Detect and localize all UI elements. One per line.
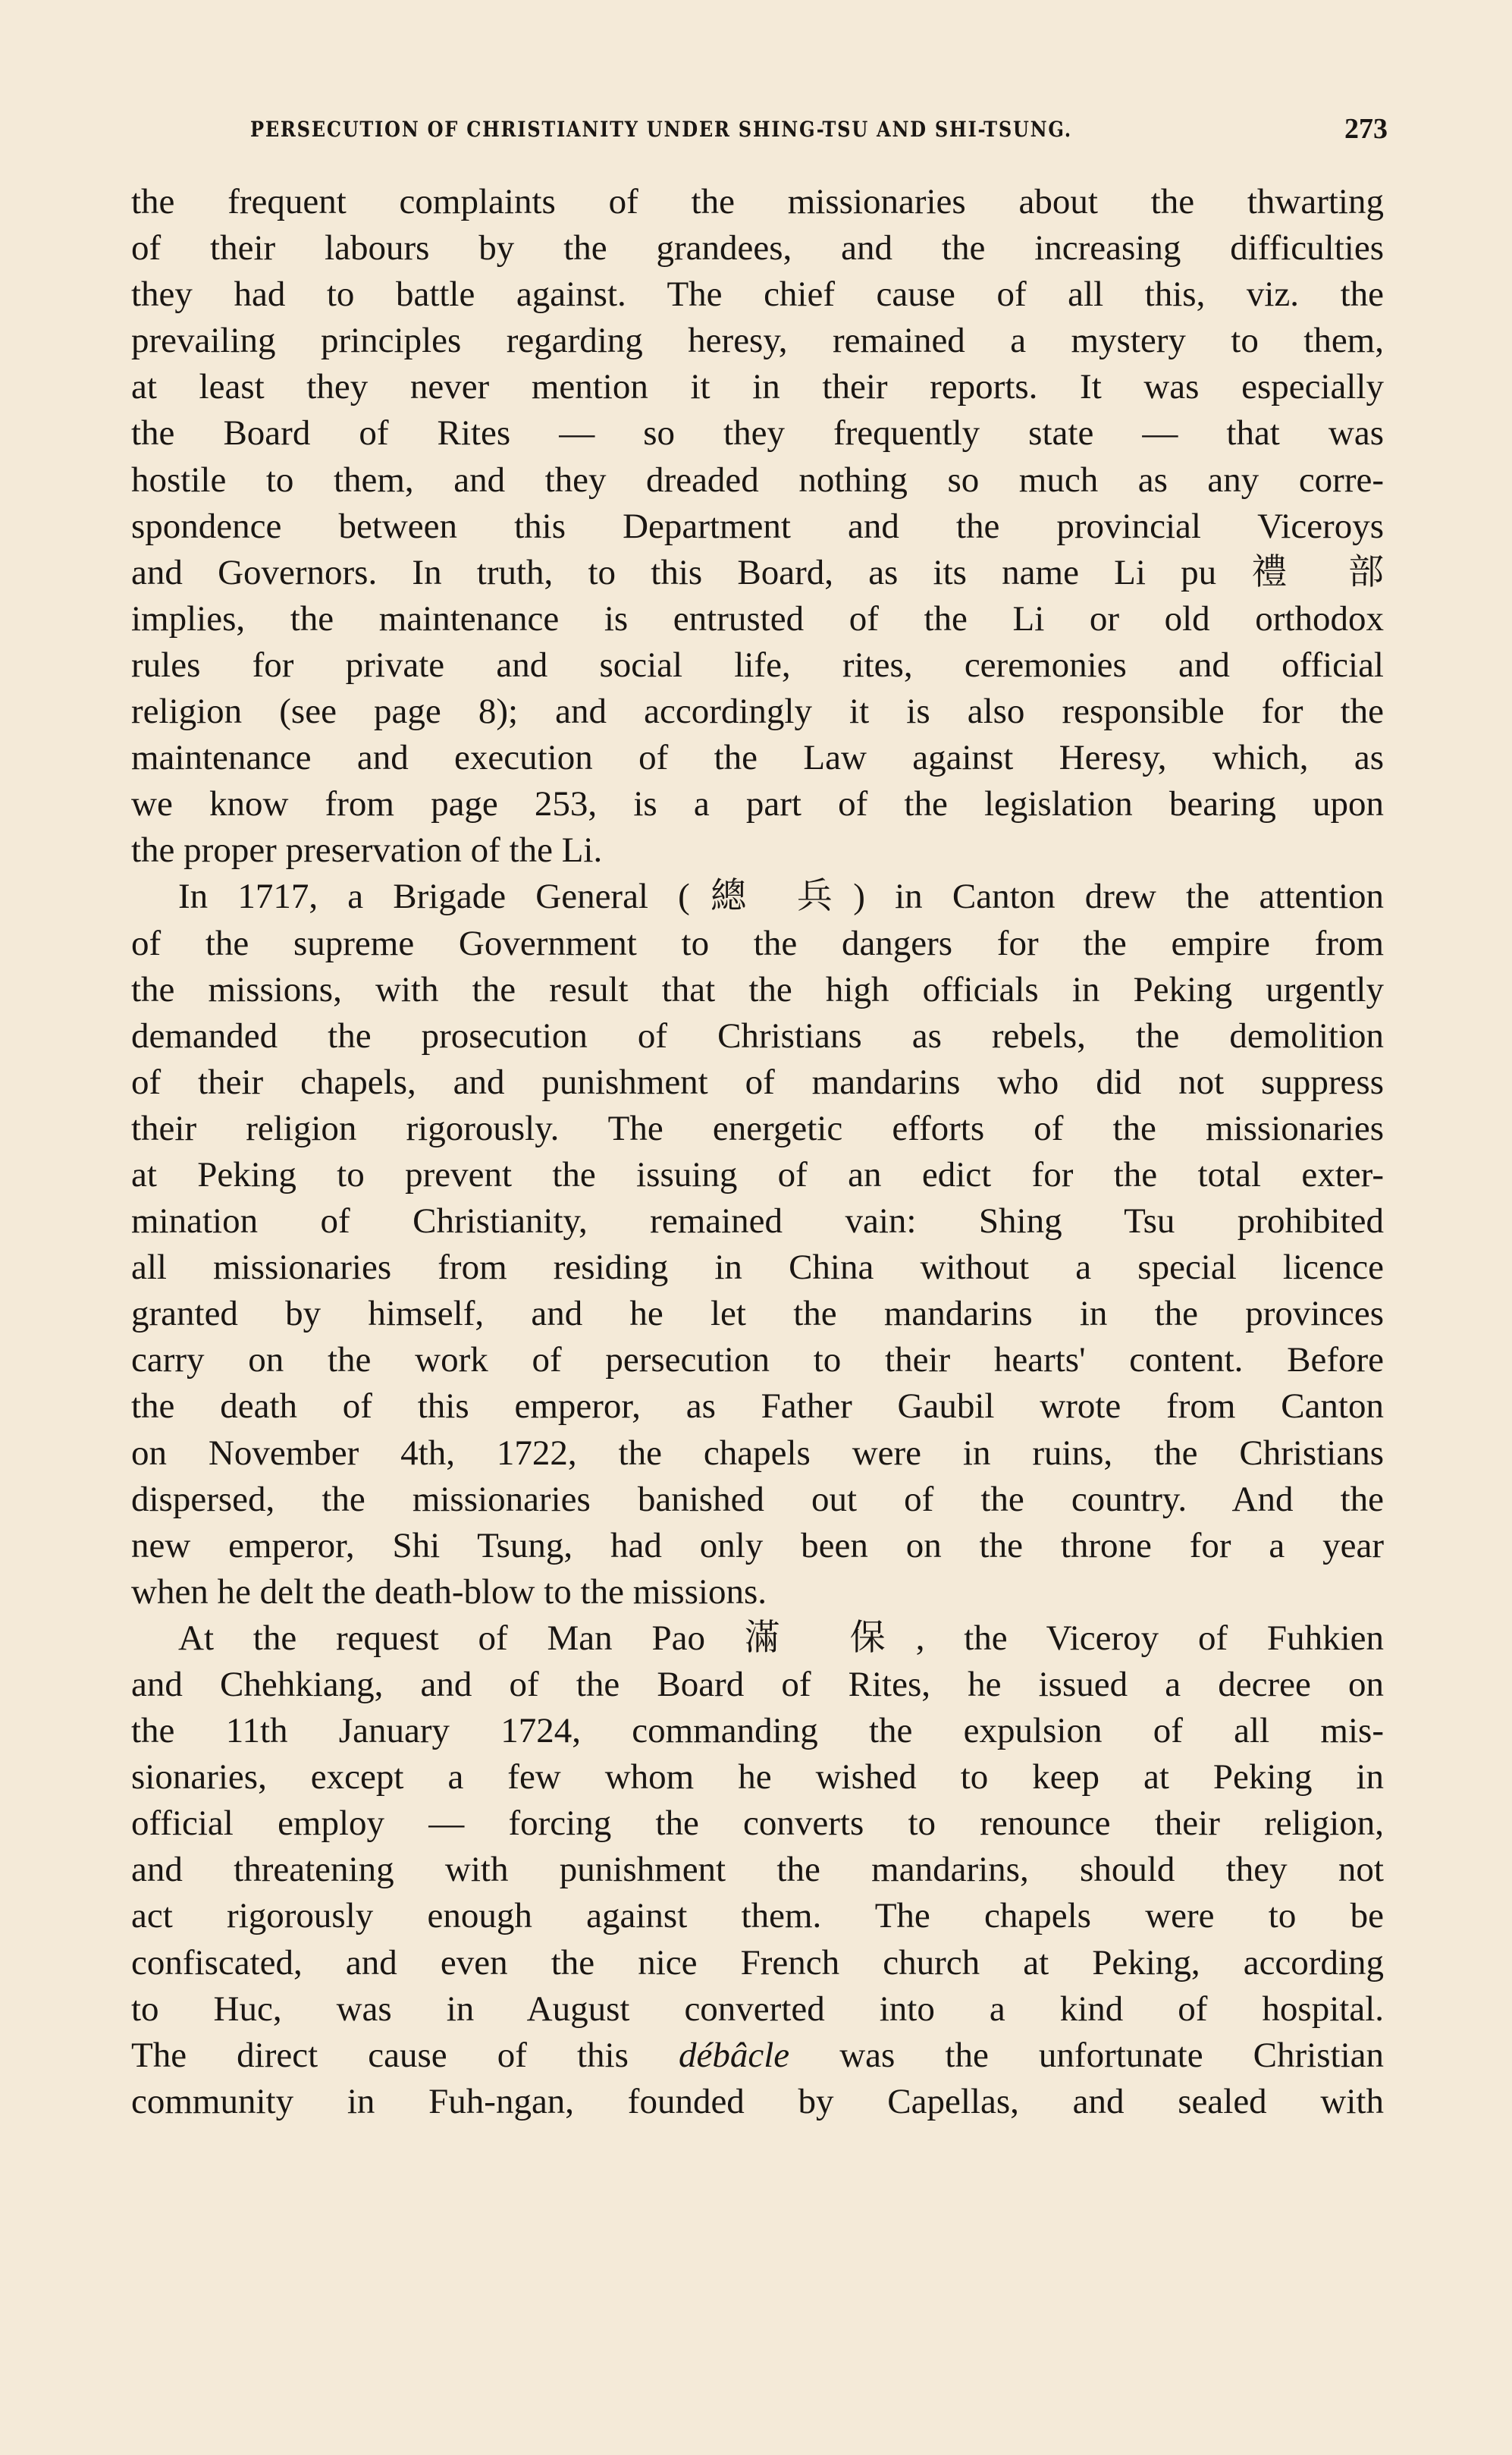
text-line: and Chehkiang, and of the Board of Rites, he issued a decree on — [131, 1665, 1384, 1704]
text-line: act rigorously enough against them. The chapels were to be — [131, 1896, 1384, 1936]
text-line: they had to battle against. The chief cause of all this, viz. the — [131, 275, 1384, 315]
text-line: maintenance and execution of the Law against Heresy, which, as — [131, 738, 1384, 778]
italic-term: débâcle — [678, 2035, 790, 2075]
text-line: and threatening with punishment the mandarins, should they not — [131, 1850, 1384, 1890]
text-line: the death of this emperor, as Father Gaubil wrote from Canton — [131, 1386, 1384, 1427]
text-line: granted by himself, and he let the mandarins in the provinces — [131, 1294, 1384, 1334]
paragraph — [131, 874, 1384, 1615]
text-line: At the request of Man Pao 滿 保, the Viceroy of Fuhkien — [178, 1618, 1384, 1658]
text-segment: The direct cause of this — [131, 2035, 679, 2075]
text-line: the 11th January 1724, commanding the expulsion of all mis- — [131, 1711, 1384, 1751]
text-line: when he delt the death-blow to the missions. — [131, 1571, 767, 1612]
running-title: PERSECUTION OF CHRISTIANITY UNDER SHING-TSU AND SHI-TSUNG. — [250, 117, 1072, 142]
text-line: at least they never mention it in their reports. It was especially — [131, 367, 1384, 407]
text-line: religion (see page 8); and accordingly it is also responsible for the — [131, 692, 1384, 732]
text-line: hostile to them, and they dreaded nothing so much as any corre- — [131, 460, 1384, 500]
text-line: In 1717, a Brigade General (總 兵) in Canton drew the attention — [178, 877, 1384, 917]
paragraph — [131, 1615, 1384, 2125]
text-line: at Peking to prevent the issuing of an edict for the total exter- — [131, 1154, 1384, 1195]
text-line: new emperor, Shi Tsung, had only been on the throne for a year — [131, 1525, 1384, 1565]
text-line: prevailing principles regarding heresy, remained a mystery to them, — [131, 321, 1384, 361]
text-line — [131, 2033, 1384, 2079]
text-line: on November 4th, 1722, the chapels were in ruins, the Christians — [131, 1433, 1384, 1473]
text-segment: was the unfortunate Christian — [789, 2035, 1384, 2075]
page-number: 273 — [1344, 113, 1388, 145]
text-line: of their labours by the grandees, and the increasing difficulties — [131, 228, 1384, 268]
text-line: community in Fuh-ngan, founded by Capellas, and sealed with — [131, 2081, 1384, 2121]
text-line: spondence between this Department and the provincial Viceroys — [131, 506, 1384, 546]
text-line: demanded the prosecution of Christians as rebels, the demolition — [131, 1016, 1384, 1056]
text-line: the missions, with the result that the high officials in Peking urgently — [131, 969, 1384, 1009]
text-line: we know from page 253, is a part of the legislation bearing upon — [131, 784, 1384, 824]
text-line: of the supreme Government to the dangers for the empire from — [131, 923, 1384, 963]
text-line: dispersed, the missionaries banished out of the country. And the — [131, 1479, 1384, 1519]
text-line: their religion rigorously. The energetic efforts of the missionaries — [131, 1108, 1384, 1148]
text-line: the frequent complaints of the missionaries about the thwarting — [131, 182, 1384, 221]
text-line: sionaries, except a few whom he wished to keep at Peking in — [131, 1757, 1384, 1797]
text-line: confiscated, and even the nice French church at Peking, according — [131, 1942, 1384, 1983]
text-line: implies, the maintenance is entrusted of the Li or old orthodox — [131, 598, 1384, 639]
text-line: rules for private and social life, rites, ceremonies and official — [131, 645, 1384, 685]
body-text — [131, 179, 1384, 2125]
text-line: the proper preservation of the Li. — [131, 830, 603, 871]
running-header — [250, 112, 1388, 150]
text-line: and Governors. In truth, to this Board, as its name Li pu 禮 部 — [131, 552, 1384, 592]
text-line: all missionaries from residing in China without a special licence — [131, 1248, 1384, 1288]
paragraph — [131, 179, 1384, 874]
text-line: carry on the work of persecution to their hearts' content. Before — [131, 1340, 1384, 1380]
text-line: of their chapels, and punishment of mandarins who did not suppress — [131, 1062, 1384, 1102]
text-line: official employ — forcing the converts to renounce their religion, — [131, 1804, 1384, 1844]
text-line: to Huc, was in August converted into a kind of hospital. — [131, 1989, 1384, 2029]
text-line: mination of Christianity, remained vain: Shing Tsu prohibited — [131, 1201, 1384, 1242]
text-line: the Board of Rites — so they frequently state — that was — [131, 413, 1384, 454]
